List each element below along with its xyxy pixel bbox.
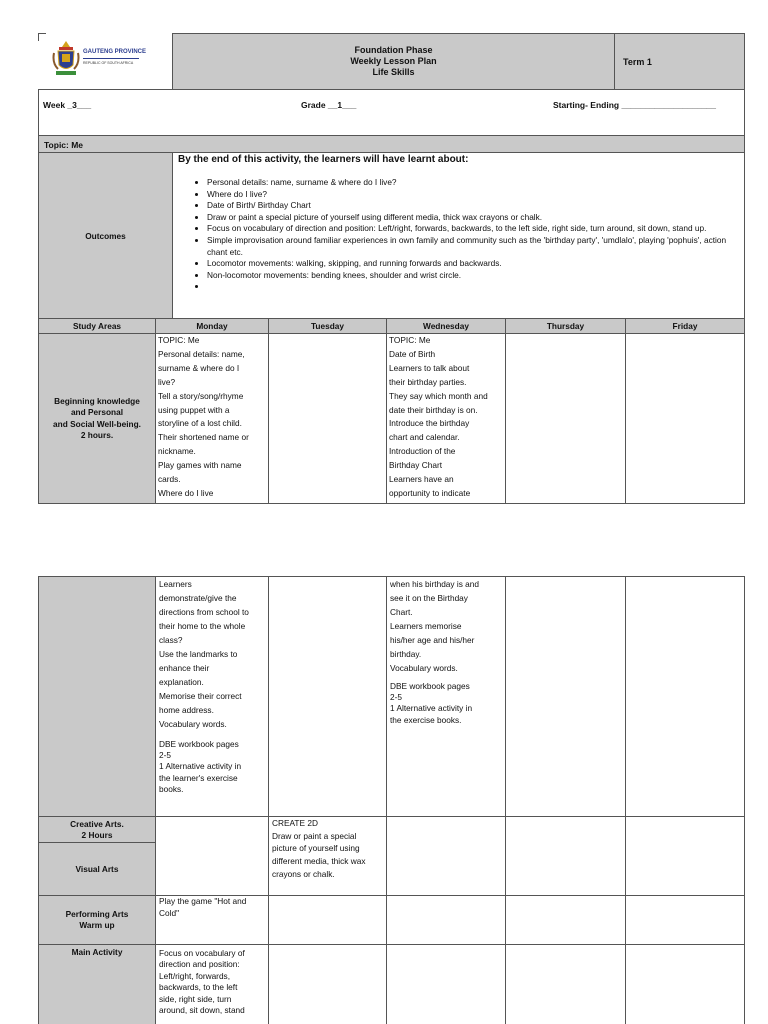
text-line: 1 Alternative activity in <box>159 761 242 772</box>
text-line: different media, thick wax <box>272 856 366 867</box>
main-activity-label: Main Activity <box>71 947 123 957</box>
text-line: the exercise books. <box>390 714 462 725</box>
topic-label: Topic: Me <box>44 140 84 150</box>
text-line: Introduce the birthday <box>389 418 470 429</box>
text-line: surname & where do I <box>158 362 240 373</box>
outcome-item <box>207 281 744 293</box>
plan-title <box>172 33 615 90</box>
outcome-item: • Locomotor movements: walking, skipping, and running forwards and backwards. <box>207 258 744 270</box>
text-line: Birthday Chart <box>389 460 443 471</box>
bk-monday-p2 <box>155 576 269 817</box>
text-line: 2-5 <box>159 750 171 761</box>
text-line: backwards, to the left <box>159 982 238 993</box>
text-line: Memorise their correct <box>159 691 242 701</box>
main-tuesday <box>268 944 387 1024</box>
text-line: Learners <box>159 579 192 589</box>
text-line: cards. <box>158 474 181 485</box>
creative-tuesday <box>268 816 387 896</box>
bk-label-cell-continued <box>38 576 156 817</box>
bk-tuesday-p2 <box>268 576 387 817</box>
text-line: DBE workbook pages <box>390 681 470 691</box>
text-line: Chart. <box>390 607 413 617</box>
text-line: Their shortened name or <box>158 432 249 443</box>
outcome-item: • Focus on vocabulary of direction and position: Left/right, forwards, backwards, to the left side, right side, turn around, sit down, stand up. <box>207 223 744 235</box>
text-line: Personal details: name, <box>158 348 245 359</box>
text-line: direction and position: <box>159 959 240 970</box>
bk-friday-p2 <box>625 576 745 817</box>
text-line: Introduction of the <box>389 446 456 457</box>
text-line: when his birthday is and <box>390 579 480 589</box>
coat-of-arms-icon <box>52 39 80 79</box>
text-line: Use the landmarks to <box>159 649 238 659</box>
outcome-item: • Simple improvisation around familiar experiences in own family and community such as the 'birthday party', 'umdlalo', playing 'pophuis', action chant etc. <box>207 235 744 258</box>
bk-monday-p1 <box>155 333 269 504</box>
week-field: Week _3___ <box>43 100 92 110</box>
bk-label-line: Beginning knowledge <box>54 395 140 406</box>
col-header-wednesday: Wednesday <box>386 318 506 334</box>
text-line: Learners to talk about <box>389 362 470 373</box>
creative-monday <box>155 816 269 896</box>
creative-wednesday <box>386 816 506 896</box>
bk-label-line: 2 hours. <box>80 430 114 440</box>
text-line: see it on the Birthday <box>390 593 468 603</box>
text-line: enhance their <box>159 663 210 673</box>
text-line: TOPIC: Me <box>389 335 431 345</box>
creative-thursday <box>505 816 626 896</box>
visual-arts-label-cell <box>38 842 156 896</box>
bk-label-line: and Personal <box>70 407 124 417</box>
text-line: home address. <box>159 705 214 715</box>
text-line: TOPIC: Me <box>158 335 200 345</box>
bk-label-line: and Social Well-being. <box>53 418 141 429</box>
title-line-1: Foundation Phase <box>354 45 433 55</box>
title-line-3: Life Skills <box>372 67 415 77</box>
bk-label-cell <box>38 333 156 504</box>
gauteng-logo <box>52 39 152 81</box>
text-line: date their birthday is on. <box>389 404 478 415</box>
outcome-item: • Draw or paint a special picture of yourself using different media, thick wax crayons or chalk. <box>207 212 744 224</box>
text-line: birthday. <box>390 649 422 659</box>
logo-cell <box>38 33 173 90</box>
text-line: around, sit down, stand <box>159 1005 245 1016</box>
bk-thursday-p1 <box>505 333 626 504</box>
bk-thursday-p2 <box>505 576 626 817</box>
text-line: crayons or chalk. <box>272 868 335 879</box>
text-line: class? <box>159 635 183 645</box>
text-line: their birthday parties. <box>389 376 467 387</box>
outcomes-intro: By the end of this activity, the learners will have learnt about: <box>178 154 469 165</box>
bk-tuesday-p1 <box>268 333 387 504</box>
outcomes-list <box>173 177 744 293</box>
text-line: nickname. <box>158 446 196 457</box>
term-cell <box>614 33 745 90</box>
main-wednesday <box>386 944 506 1024</box>
text-line: Cold" <box>159 907 180 918</box>
grade-field: Grade __1___ <box>301 100 357 110</box>
outcome-item: • Personal details: name, surname & where do I live? <box>207 177 744 189</box>
text-line: Date of Birth <box>389 348 436 359</box>
col-header-friday: Friday <box>625 318 745 334</box>
text-line: Left/right, forwards, <box>159 970 231 981</box>
starting-ending-field: Starting- Ending ____________________ <box>553 100 717 110</box>
creative-label-line: Creative Arts. <box>70 818 124 829</box>
col-header-study-areas: Study Areas <box>38 318 156 334</box>
crop-mark <box>38 33 46 41</box>
text-line: DBE workbook pages <box>159 739 239 749</box>
logo-subtext: REPUBLIC OF SOUTH AFRICA <box>83 61 134 65</box>
bk-wednesday-p2 <box>386 576 506 817</box>
text-line: his/her age and his/her <box>390 635 475 645</box>
logo-text: GAUTENG PROVINCE <box>83 49 147 55</box>
text-line: demonstrate/give the <box>159 593 237 603</box>
text-line: CREATE 2D <box>272 818 318 828</box>
outcomes-label: Outcomes <box>85 230 126 241</box>
text-line: side, right side, turn <box>159 993 232 1004</box>
text-line: Vocabulary words. <box>390 663 458 673</box>
main-activity-label-cell <box>38 944 156 1024</box>
col-header-thursday: Thursday <box>505 318 626 334</box>
visual-arts-label: Visual Arts <box>75 864 119 874</box>
text-line: directions from school to <box>159 607 249 617</box>
performing-label-line: Performing Arts <box>65 909 129 919</box>
text-line: picture of yourself using <box>272 843 360 854</box>
text-line: books. <box>159 783 184 794</box>
col-header-tuesday: Tuesday <box>268 318 387 334</box>
text-line: Vocabulary words. <box>159 719 227 729</box>
performing-thursday <box>505 895 626 945</box>
text-line: the learner's exercise <box>159 772 238 783</box>
main-thursday <box>505 944 626 1024</box>
outcome-item: • Non-locomotor movements: bending knees, shoulder and wrist circle. <box>207 270 744 282</box>
main-friday <box>625 944 745 1024</box>
text-line: Draw or paint a special <box>272 830 357 841</box>
text-line: live? <box>158 376 176 387</box>
text-line: Focus on vocabulary of <box>159 948 245 958</box>
text-line: Learners memorise <box>390 621 462 631</box>
text-line: Play games with name <box>158 460 242 471</box>
text-line: opportunity to indicate <box>389 487 471 498</box>
creative-arts-label-cell <box>38 816 156 843</box>
text-line: chart and calendar. <box>389 432 460 443</box>
text-line: explanation. <box>159 677 204 687</box>
performing-monday <box>155 895 269 945</box>
text-line: Play the game "Hot and <box>159 896 247 906</box>
text-line: They say which month and <box>389 390 488 401</box>
creative-friday <box>625 816 745 896</box>
outcomes-label-cell <box>38 152 173 319</box>
outcome-item: • Date of Birth/ Birthday Chart <box>207 200 744 212</box>
performing-tuesday <box>268 895 387 945</box>
text-line: Where do I live <box>158 487 214 498</box>
text-line: storyline of a lost child. <box>158 418 242 429</box>
text-line: Learners have an <box>389 474 454 485</box>
main-monday <box>155 944 269 1024</box>
outcomes-content <box>172 152 745 319</box>
text-line: 1 Alternative activity in <box>390 703 473 714</box>
bk-wednesday-p1 <box>386 333 506 504</box>
performing-wednesday <box>386 895 506 945</box>
outcome-item: • Where do I live? <box>207 189 744 201</box>
text-line: Tell a story/song/rhyme <box>158 390 244 401</box>
text-line: 2-5 <box>390 692 402 703</box>
text-line: their home to the whole <box>159 621 246 631</box>
topic-row <box>38 135 745 153</box>
title-line-2: Weekly Lesson Plan <box>350 56 437 66</box>
col-header-monday: Monday <box>155 318 269 334</box>
term-label: Term 1 <box>623 56 652 67</box>
performing-arts-label-cell <box>38 895 156 945</box>
logo-divider <box>83 58 139 59</box>
week-row <box>38 89 745 136</box>
performing-label-line: Warm up <box>79 920 115 930</box>
bk-friday-p1 <box>625 333 745 504</box>
text-line: using puppet with a <box>158 404 230 415</box>
creative-label-line: 2 Hours <box>81 829 113 840</box>
performing-friday <box>625 895 745 945</box>
